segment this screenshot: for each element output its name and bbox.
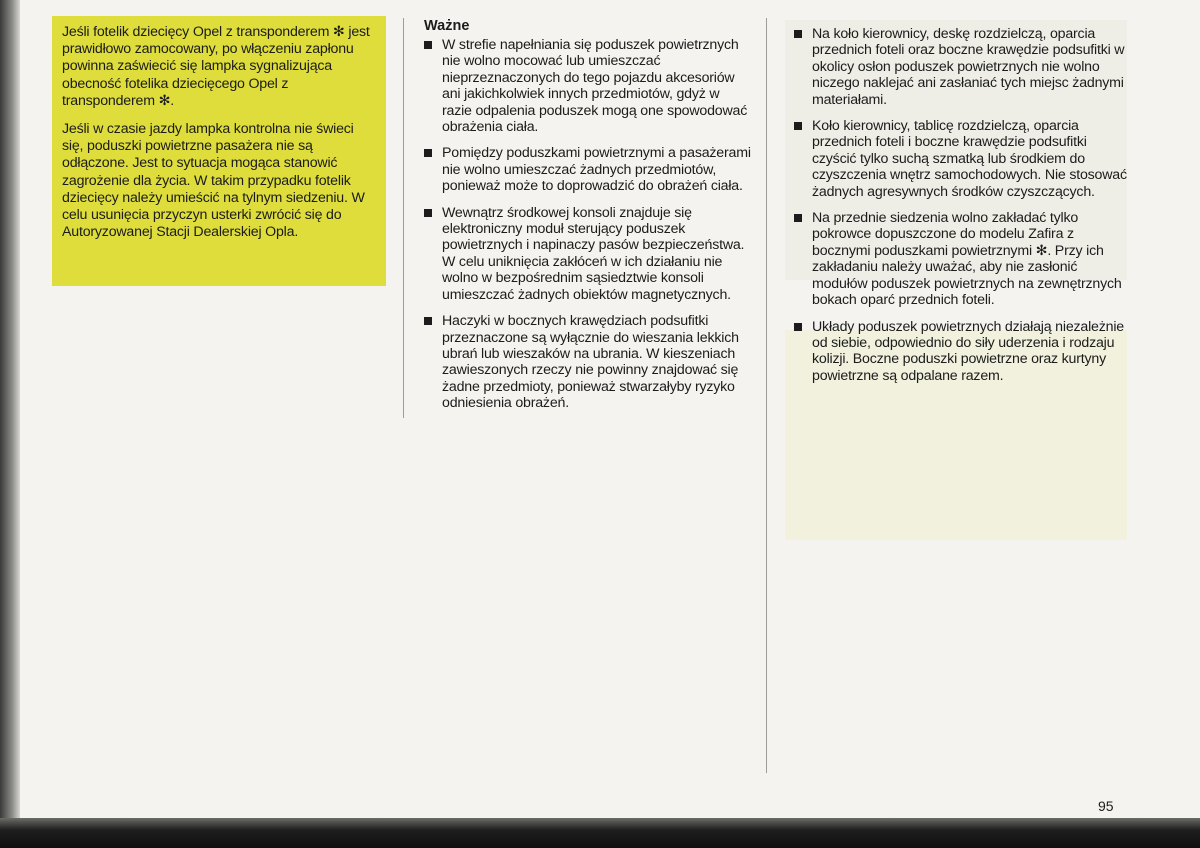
right-column — [792, 26, 1130, 394]
column-rule-right — [766, 18, 767, 773]
list-item-text: Na przednie siedzenia wolno zakładać tylko pokrowce dopuszczone do modelu Zafira z bocznymi poduszkami powietrznymi ✻. Przy ich zakładaniu należy uważać, aby nie zasłonić modułów poduszek powietrznych na zewnętrznych bokach oparć przednich foteli. — [812, 210, 1122, 309]
middle-column — [422, 18, 752, 422]
page-number: 95 — [1098, 798, 1114, 814]
square-bullet-icon — [424, 149, 432, 157]
list-item-text: Wewnątrz środkowej konsoli znajduje się elektroniczny moduł sterujący poduszek powietrznych i napinaczy pasów bezpieczeństwa. W celu uniknięcia zakłóceń w ich działaniu nie wolno w bezpośrednim sąsiedztwie konsoli umieszczać żadnych obiektów magnetycznych. — [442, 204, 745, 303]
list-item — [792, 319, 1130, 385]
important-list — [422, 37, 752, 412]
list-item-text: Koło kierownicy, tablicę rozdzielczą, oparcia przednich foteli i boczne krawędzie podsufitki czyścić tylko suchą szmatką lub środkiem do czyszczenia wnętrz samochodowych. Nie stosować żadnych agresywnych środków czyszczących. — [812, 118, 1127, 200]
list-item — [422, 205, 752, 303]
list-item — [422, 313, 752, 411]
square-bullet-icon — [794, 214, 802, 222]
list-item — [422, 145, 752, 194]
important-heading: Ważne — [424, 18, 470, 34]
square-bullet-icon — [424, 209, 432, 217]
list-item — [422, 37, 752, 135]
square-bullet-icon — [424, 317, 432, 325]
page-binding-shadow — [0, 0, 20, 848]
box-paragraph-1: Jeśli fotelik dziecięcy Opel z transponderem ✻ jest prawidłowo zamocowany, po włączeniu zapłonu powinna zaświecić się lampka sygnalizująca obecność fotelika dziecięcego Opel z transponderem ✻. — [62, 24, 370, 109]
square-bullet-icon — [424, 41, 432, 49]
list-item — [792, 118, 1130, 200]
box-paragraph-2: Jeśli w czasie jazdy lampka kontrolna nie świeci się, poduszki powietrzne pasażera nie są odłączone. Jest to sytuacja mogąca stanowić zagrożenie dla życia. W takim przypadku fotelik dziecięcy należy umieścić na tylnym siedzeniu. W celu usunięcia przyczyn usterki zwrócić się do Autoryzowanej Stacji Dealerskiej Opla. — [62, 121, 365, 241]
page-bottom-edge — [0, 818, 1200, 848]
right-list — [792, 26, 1130, 384]
square-bullet-icon — [794, 323, 802, 331]
column-rule-left — [403, 18, 404, 418]
transponder-warning-box — [52, 16, 386, 286]
list-item-text: Pomiędzy poduszkami powietrznymi a pasażerami nie wolno umieszczać żadnych przedmiotów, ponieważ może to doprowadzić do obrażeń ciała. — [442, 145, 751, 195]
list-item-text: W strefie napełniania się poduszek powietrznych nie wolno mocować lub umieszczać nieprzeznaczonych do tego pojazdu akcesoriów ani jakichkolwiek innych przedmiotów, gdyż w razie odpalenia poduszek mogą one spowodować obrażenia ciała. — [442, 37, 748, 136]
square-bullet-icon — [794, 30, 802, 38]
list-item-text: Układy poduszek powietrznych działają niezależnie od siebie, odpowiednio do siły uderzenia i rodzaju kolizji. Boczne poduszki powietrzne oraz kurtyny powietrzne są odpalane razem. — [812, 318, 1124, 384]
list-item-text: Haczyki w bocznych krawędziach podsufitki przeznaczone są wyłącznie do wieszania lekkich ubrań lub wieszaków na ubrania. W kieszeniach zawieszonych rzeczy nie powinny znajdować się żadne przedmioty, ponieważ stwarzałyby ryzyko odniesienia obrażeń. — [442, 313, 739, 412]
list-item — [792, 210, 1130, 308]
list-item — [792, 26, 1130, 108]
list-item-text: Na koło kierownicy, deskę rozdzielczą, oparcia przednich foteli oraz boczne krawędzie podsufitki w okolicy osłon poduszek powietrznych nie wolno niczego naklejać ani zasłaniać tych miejsc żadnymi materiałami. — [812, 26, 1125, 108]
square-bullet-icon — [794, 122, 802, 130]
